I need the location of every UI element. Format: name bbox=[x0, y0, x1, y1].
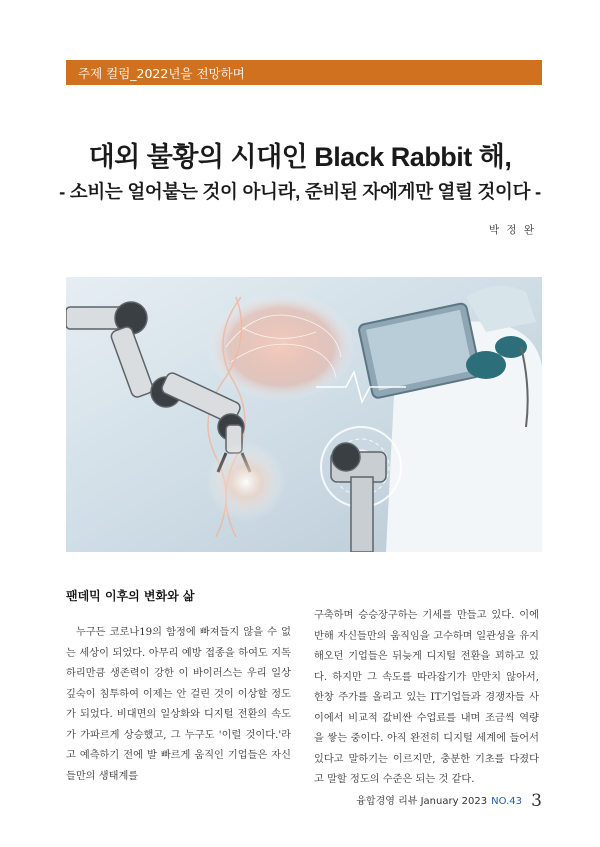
page-footer bbox=[356, 791, 542, 811]
publication-name: 융합경영 리뷰 bbox=[356, 796, 418, 807]
section-heading: 팬데믹 이후의 변화와 삶 bbox=[66, 589, 195, 603]
robot-arm-illustration bbox=[66, 277, 542, 552]
article-subtitle: - 소비는 얼어붙는 것이 아니라, 준비된 자에게만 열릴 것이다 - bbox=[59, 181, 541, 202]
body-text-left-column: 누구든 코로나19의 함정에 빠져들지 않을 수 없는 세상이 되었다. 아무리 예방 접종을 하여도 지독하리만큼 생존력이 강한 이 바이러스는 우리 일상 깊숙이 침투하여 이제는 안 걸린 것이 이상할 정도가 되었다. 비대면의 일상화와 디지털 전환의 속도가 가파르게 상승했고, 그 누구도 '이럴 것이다.'라고 예측하기 전에 발 빠르게 움직인 기업들은 자신들만의 생태계를 bbox=[66, 627, 291, 782]
body-text-right-column: 구축하며 승승장구하는 기세를 만들고 있다. 이에 반해 자신들만의 움직임을 고수하며 일관성을 유지해오던 기업들은 뒤늦게 디지털 전환을 꾀하고 있다. 하지만 그 속도를 따라잡기가 만만치 않아서, 한창 주가를 올리고 있는 IT기업들과 경쟁자들 사이에서 비교적 값비싼 수업료를 내며 조금씩 역량을 쌓는 중이다. 아직 완전히 디지털 세계에 들어서 있다고 말하기는 이르지만, 충분한 기초를 다졌다고 말할 정도의 수준은 되는 것 같다. bbox=[314, 610, 539, 785]
author-name: 박 정 완 bbox=[488, 224, 536, 236]
hero-image bbox=[66, 277, 542, 552]
article-title: 대외 불황의 시대인 Black Rabbit 해, bbox=[88, 142, 512, 172]
banner-label: 주제 컬럼_2022년을 전망하며 bbox=[78, 66, 245, 81]
page-number: 3 bbox=[531, 791, 542, 811]
topic-banner bbox=[66, 60, 542, 85]
issue-date: January 2023 bbox=[420, 796, 488, 807]
issue-number: NO.43 bbox=[491, 796, 522, 807]
